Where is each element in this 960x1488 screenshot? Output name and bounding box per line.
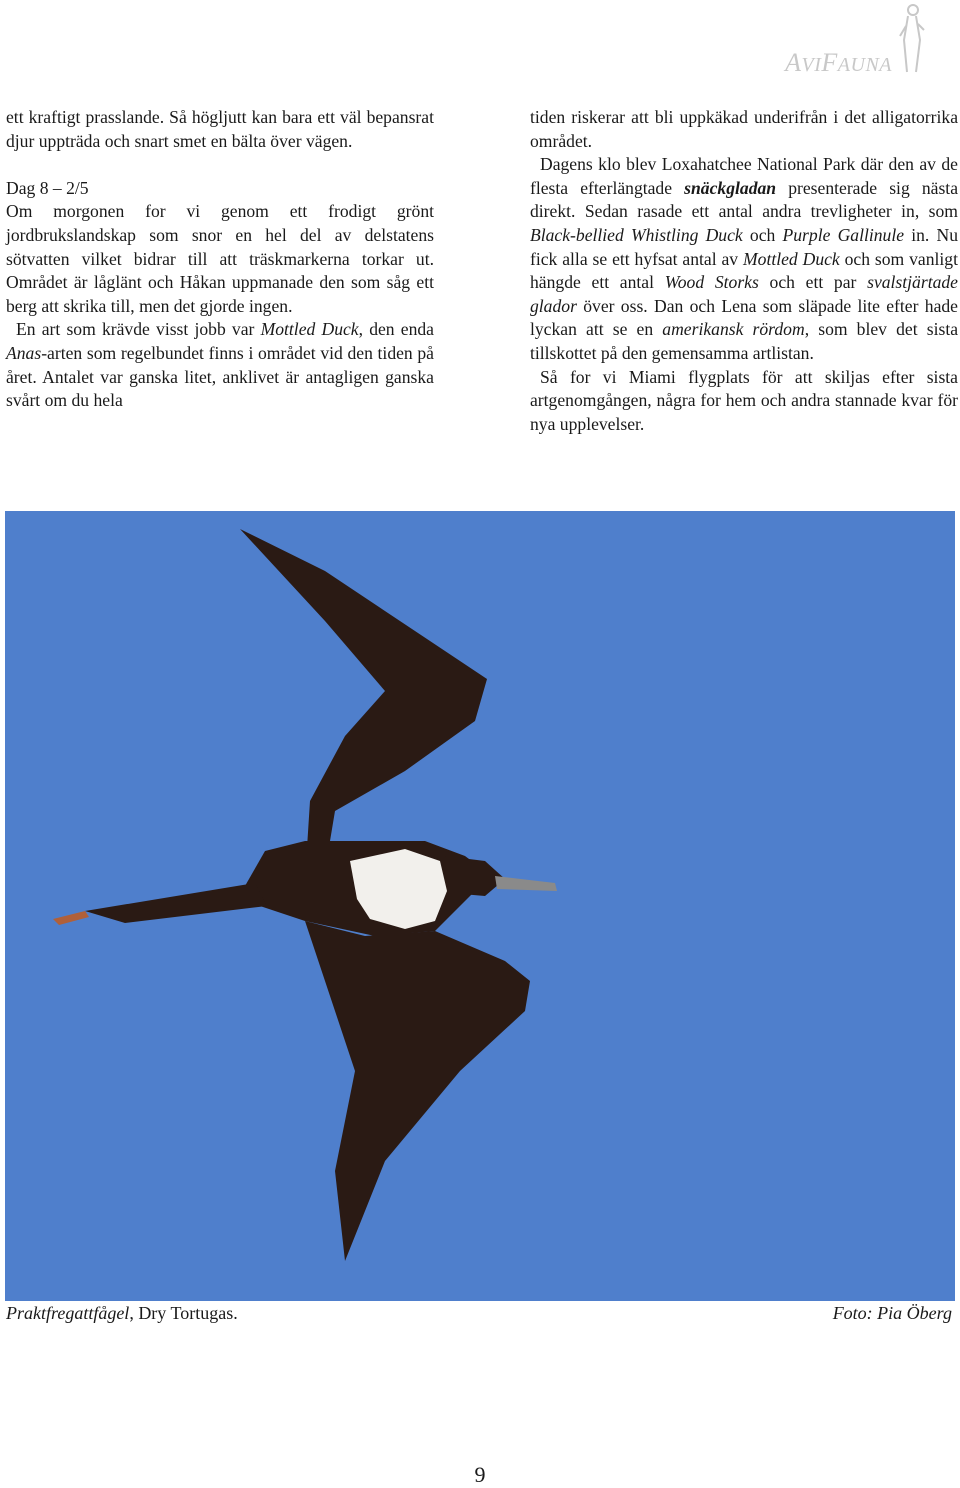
paragraph: ett kraftigt prasslande. Så högljutt kan bara ett väl bepansrat djur uppträda och snart smet en bälta över vägen. xyxy=(6,107,434,151)
photo-caption xyxy=(6,1303,952,1324)
frigatebird-photo xyxy=(5,511,955,1301)
logo-wordmark: AVIFAUNA xyxy=(785,48,892,77)
caption-text: Praktfregattfågel, Dry Tortugas. xyxy=(6,1303,238,1323)
paragraph: En art som krävde visst jobb var Mottled Duck, den enda Anas-arten som regelbundet finns i området vid den tiden på året. Antalet var ganska litet, anklivet är antagligen ganska svårt om du hela xyxy=(6,319,434,411)
avifauna-logo xyxy=(736,2,936,82)
right-text-column xyxy=(530,106,958,436)
paragraph: tiden riskerar att bli uppkäkad underifrån i det alligatorrika området. xyxy=(530,107,958,151)
page-number: 9 xyxy=(474,1462,486,1487)
paragraph: Så for vi Miami flygplats för att skiljas efter sista artgenomgången, några for hem och andra stannade kvar för nya upplevelser. xyxy=(530,366,958,434)
paragraph: Dagens klo blev Loxahatchee National Park där den av de flesta efterlängtade snäckgladan presenterade sig nästa direkt. Sedan rasade ett antal andra trevligheter in, som Black-bellied Whistling Duck och Purple Gallinule in. Nu fick alla se ett hyfsat antal av Mottled Duck och som vanligt hängde ett antal Wood Storks och ett par svalstjärtade glador över oss. Dan och Lena som släpade lite efter hade lyckan att se en amerikansk rördom, som blev det sista tillskottet på den gemensamma artlistan. xyxy=(530,154,959,363)
birdwatcher-silhouette-icon xyxy=(896,2,926,74)
left-text-column xyxy=(6,106,434,413)
paragraph: Om morgonen for vi genom ett frodigt grönt jordbrukslandskap som snor en hel del av delstatens sötvatten vilket bidrar till att träskmarkerna torkar ut. Området är låglänt och Håkan uppmanade den som såg ett berg att skrika till, men det gjorde ingen. xyxy=(6,201,434,316)
day-heading: Dag 8 – 2/5 xyxy=(6,177,89,198)
photo-credit: Foto: Pia Öberg xyxy=(832,1303,952,1323)
